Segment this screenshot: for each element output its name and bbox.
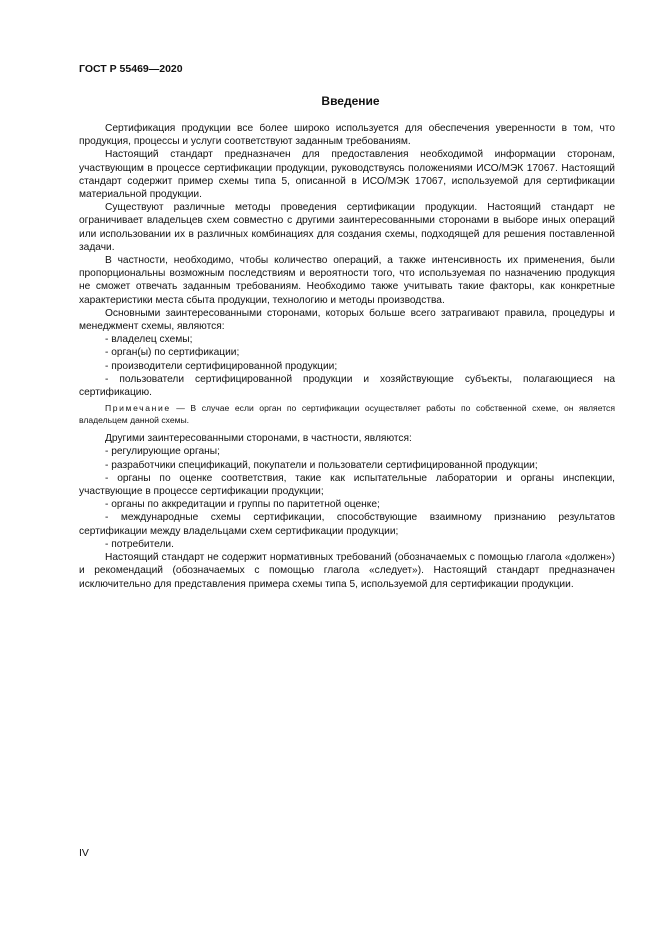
list-item: - органы по аккредитации и группы по паритетной оценке; xyxy=(105,499,380,511)
page-number: IV xyxy=(79,847,89,859)
section-title: Введение xyxy=(321,94,380,108)
paragraph-3: Существуют различные методы проведения сертификации продукции. Настоящий стандарт не ограничивает владельцев схем совместно с другими заинтересованными сторонами в выборе иных операций или использовании их в различных комбинациях для создания схемы, подходящей для решения поставленной задачи. xyxy=(79,202,615,253)
list-item: - производители сертифицированной продукции; xyxy=(105,360,338,372)
list-item: - орган(ы) по сертификации; xyxy=(105,347,240,359)
list-item: - пользователи сертифицированной продукции и хозяйствующие субъекты, полагающиеся на сертификацию. xyxy=(79,373,615,399)
document-code-header: ГОСТ Р 55469—2020 xyxy=(79,63,183,75)
list-item: - регулирующие органы; xyxy=(105,446,220,458)
paragraph-2: Настоящий стандарт предназначен для предоставления необходимой информации сторонам, участвующим в процессе сертификации продукции, руководствуясь положениями ИСО/МЭК 17067. Настоящий стандарт содержит пример схемы типа 5, описанной в ИСО/МЭК 17067, используемой для сертификации материальной продукции. xyxy=(79,149,615,201)
list-item: - потребители. xyxy=(105,538,174,550)
list-item: - международные схемы сертификации, способствующие взаимному признанию результатов сертификации между владельцами схем сертификации продукции; xyxy=(79,512,615,537)
list-item: - владелец схемы; xyxy=(105,334,193,346)
paragraph-7: Настоящий стандарт не содержит нормативных требований (обозначаемых с помощью глагола «должен») и рекомендаций (обозначаемых с помощью глагола «следует»). Настоящий стандарт предназначен исключительно для представления примера схемы типа 5, используемой для сертификации продукции. xyxy=(79,552,615,590)
paragraph-1: Сертификация продукции все более широко используется для обеспечения уверенности в том, что продукция, процессы и услуги соответствуют заданным требованиям. xyxy=(79,123,615,148)
note xyxy=(79,403,615,426)
note-text: — В случае если орган по сертификации осуществляет работы по собственной схеме, он является владельцем данной схемы. xyxy=(79,403,615,425)
list-item: - разработчики спецификаций, покупатели и пользователи сертифицированной продукции; xyxy=(105,459,538,471)
body-text xyxy=(79,122,615,591)
paragraph-5: Основными заинтересованными сторонами, которых больше всего затрагивают правила, процедуры и менеджмент схемы, являются: xyxy=(79,307,615,333)
paragraph-6: Другими заинтересованными сторонами, в частности, являются: xyxy=(105,433,412,445)
list-item: - органы по оценке соответствия, такие как испытательные лаборатории и органы инспекции, участвующие в процессе сертификации продукции; xyxy=(79,472,615,498)
paragraph-4: В частности, необходимо, чтобы количество операций, а также интенсивность их применения, были пропорциональны возможным последствиям и вероятности того, что используемая по назначению продукция не сможет отвечать заданным требованиям. Необходимо также учитывать такие факторы, как конкретные характеристики места сбыта продукции, технологию и методы производства. xyxy=(79,255,615,306)
note-label: Примечание xyxy=(105,403,171,414)
